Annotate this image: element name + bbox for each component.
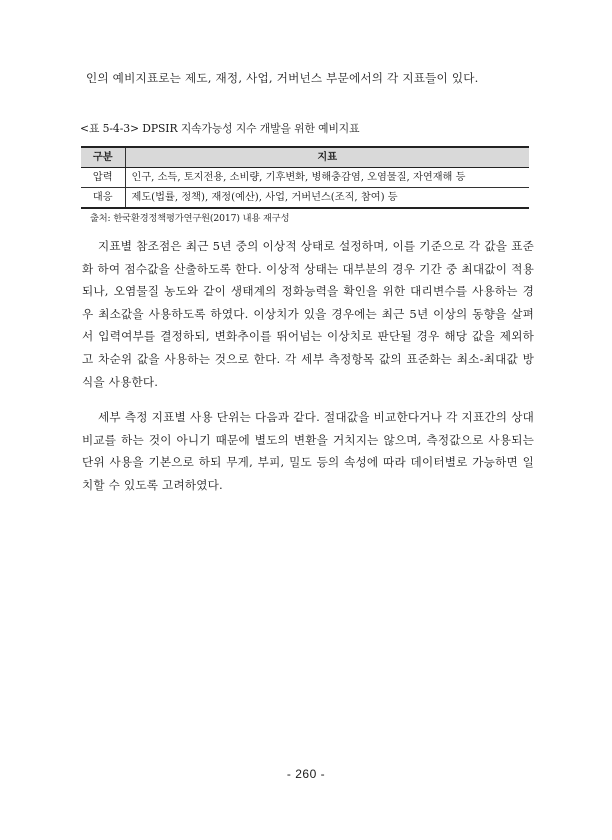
page-number: - 260 - xyxy=(286,767,326,781)
body-paragraph: 세부 측정 지표별 사용 단위는 다음과 같다. 절대값을 비교한다거나 각 지표간의 상대비교를 하는 것이 아니기 때문에 별도의 변환을 거치지는 않으며, 측정값으로 사용되는 단위 사용을 기본으로 하되 무게, 부피, 밀도 등의 속성에 따라 데이터별로 가능하면 일치할 수 있도록 고려하였다. xyxy=(82,410,534,492)
intro-paragraph: 인의 예비지표로는 제도, 재정, 사업, 거버넌스 부문에서의 각 지표들이 있다. xyxy=(86,71,479,85)
table-header-row xyxy=(81,147,529,168)
row-indicators: 제도(법률, 정책), 재정(예산), 사업, 거버넌스(조직, 참여) 등 xyxy=(125,188,529,209)
header-indicators: 지표 xyxy=(125,147,529,168)
table-source: 출처: 한국환경정책평가연구원(2017) 내용 재구성 xyxy=(90,213,290,224)
row-category: 대응 xyxy=(81,188,125,209)
row-category: 압력 xyxy=(81,168,125,188)
row-indicators: 인구, 소득, 토지전용, 소비량, 기후변화, 병해충감염, 오염물질, 자연재해 등 xyxy=(125,168,529,188)
indicator-table xyxy=(81,146,529,209)
table-row xyxy=(81,168,529,188)
body-paragraph: 지표별 참조점은 최근 5년 중의 이상적 상태로 설정하며, 이를 기준으로 각 값을 표준화 하여 점수값을 산출하도록 한다. 이상적 상태는 대부분의 경우 기간 중 최대값이 적용되나, 오염물질 농도와 같이 생태계의 정화능력을 확인을 위한 대리변수를 사용하는 경우 최소값을 사용하도록 하였다. 이상치가 있을 경우에는 최근 5년 이상의 동향을 살펴서 입력여부를 결정하되, 변화추이를 뛰어넘는 이상치로 판단될 경우 해당 값을 제외하고 차순위 값을 사용하는 것으로 한다. 각 세부 측정항목 값의 표준화는 최소-최대값 방식을 사용한다. xyxy=(82,239,534,389)
header-category: 구분 xyxy=(81,147,125,168)
table-row xyxy=(81,188,529,209)
table-caption: <표 5-4-3> DPSIR 지속가능성 지수 개발을 위한 예비지표 xyxy=(80,122,360,135)
